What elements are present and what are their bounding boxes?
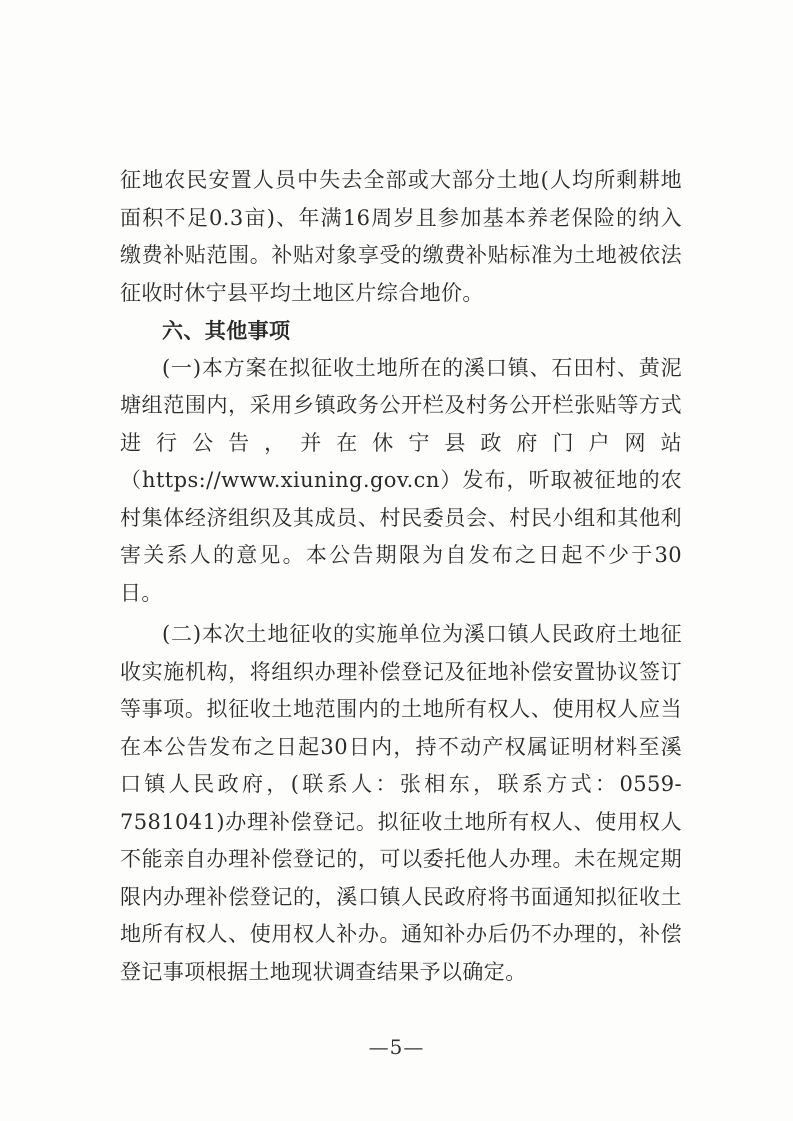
page-number: —5—	[368, 1035, 425, 1059]
section-heading-other-matters: 六、其他事项	[162, 318, 291, 343]
paragraph-subsidy-scope: 征地农民安置人员中失去全部或大部分土地(人均所剩耕地面积不足0.3亩)、年满16周岁且参加基本养老保险的纳入缴费补贴范围。补贴对象享受的缴费补贴标准为土地被依法征收时休宁县平均土地区片综合地价。	[120, 168, 682, 305]
document-body	[120, 162, 682, 991]
paragraph-announcement: (一)本方案在拟征收土地所在的溪口镇、石田村、黄泥塘组范围内，采用乡镇政务公开栏及村务公开栏张贴等方式进行公告，并在休宁县政府门户网站（https://www.xiuning.gov.cn）发布，听取被征地的农村集体经济组织及其成员、村民委员会、村民小组和其他利害关系人的意见。本公告期限为自发布之日起不少于30日。	[120, 355, 682, 605]
paragraph-compensation-registration: (二)本次土地征收的实施单位为溪口镇人民政府土地征收实施机构，将组织办理补偿登记及征地补偿安置协议签订等事项。拟征收土地范围内的土地所有权人、使用权人应当在本公告发布之日起30日内，持不动产权属证明材料至溪口镇人民政府，(联系人：张相东，联系方式：0559-7581041)办理补偿登记。拟征收土地所有权人、使用权人不能亲自办理补偿登记的，可以委托他人办理。未在规定期限内办理补偿登记的，溪口镇人民政府将书面通知拟征收土地所有权人、使用权人补办。通知补办后仍不办理的，补偿登记事项根据土地现状调查结果予以确定。	[120, 622, 682, 984]
